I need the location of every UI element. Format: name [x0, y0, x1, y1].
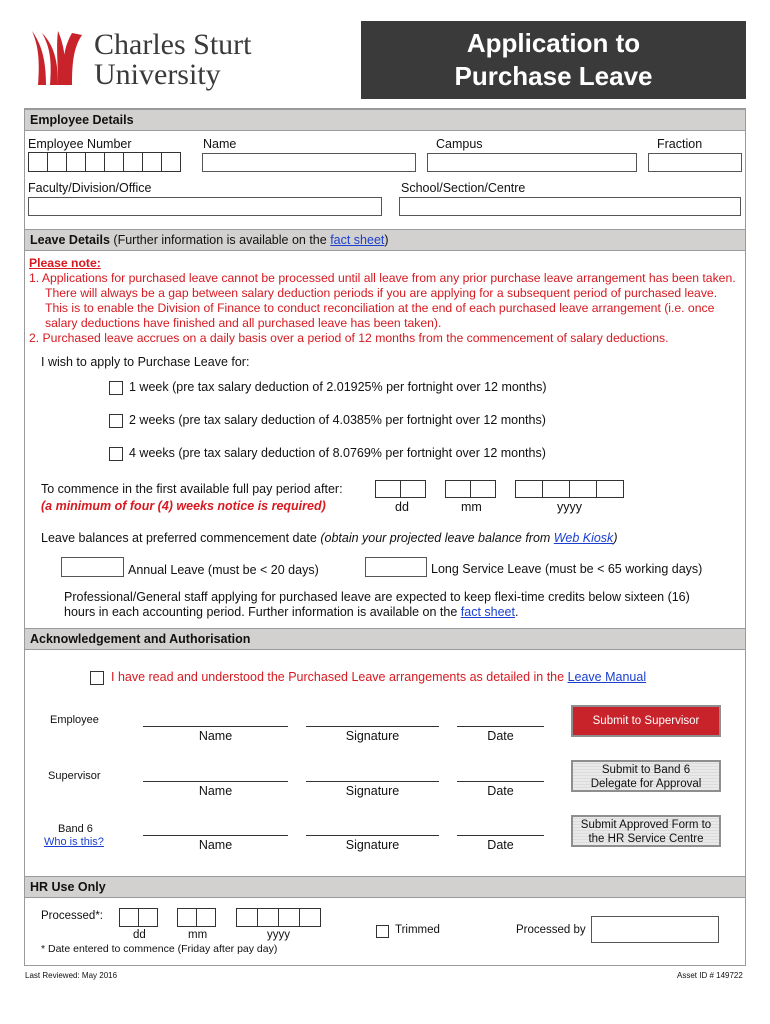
option-1-week-checkbox[interactable] [109, 381, 123, 395]
who-is-this-link[interactable]: Who is this? [44, 836, 104, 848]
mm-label: mm [461, 500, 482, 514]
acknowledgement-heading: Acknowledgement and Authorisation [25, 628, 745, 650]
option-4-weeks-label: 4 weeks (pre tax salary deduction of 8.0769% per fortnight over 12 months) [129, 446, 546, 460]
commence-year-field[interactable] [516, 480, 624, 498]
employee-number-label: Employee Number [28, 137, 132, 151]
band6-date-caption: Date [487, 838, 514, 852]
employee-signature-line[interactable] [306, 726, 439, 727]
submit-to-supervisor-button[interactable]: Submit to Supervisor [571, 705, 721, 737]
supervisor-date-caption: Date [487, 784, 514, 798]
wish-label: I wish to apply to Purchase Leave for: [41, 355, 250, 369]
logo-text-line1: Charles Sturt [94, 28, 252, 61]
processed-by-label: Processed by [516, 924, 586, 936]
web-kiosk-link[interactable]: Web Kiosk [553, 531, 614, 545]
leave-balances-label: Leave balances at preferred commencement date (obtain your projected leave balance from Web Kiosk) [41, 531, 618, 545]
yyyy-label: yyyy [557, 500, 582, 514]
fact-sheet-link[interactable]: fact sheet [330, 233, 385, 247]
supervisor-sign-label: Supervisor [48, 770, 101, 782]
commence-label: To commence in the first available full pay period after: [41, 482, 343, 496]
acknowledge-checkbox[interactable] [90, 671, 104, 685]
hr-footnote: * Date entered to commence (Friday after pay day) [41, 943, 278, 955]
leave-manual-link[interactable]: Leave Manual [567, 670, 647, 684]
campus-field[interactable] [427, 153, 637, 172]
fact-sheet-link-2[interactable]: fact sheet [460, 605, 515, 619]
dd-label: dd [395, 500, 409, 514]
long-service-field[interactable] [365, 557, 427, 577]
school-field[interactable] [399, 197, 741, 216]
commence-day-field[interactable] [376, 480, 426, 498]
please-note: Please note: 1. Applications for purchased leave cannot be processed until all leave from any prior purchase leave arrangement has been taken. There will always be a gap between salary deduction periods if you are applying for a subsequent period of purchased leave. This is to enable the Division of Finance to conduct reconciliation at the end of each purchased leave arrangement (i.e. once salary deductions have finished and all purchased leave has been taken). 2. Purchased leave accrues on a daily basis over a period of 12 months from the commencement of salary deductions. [29, 256, 736, 345]
option-1-week-label: 1 week (pre tax salary deduction of 2.01925% per fortnight over 12 months) [129, 380, 547, 394]
page-title: Application to Purchase Leave [361, 21, 746, 99]
employee-number-field[interactable] [29, 152, 181, 172]
processed-label: Processed*: [41, 910, 104, 922]
employee-details-heading: Employee Details [25, 109, 745, 131]
band6-sign-label: Band 6 [58, 823, 93, 835]
hr-dd-label: dd [133, 929, 146, 941]
trimmed-checkbox[interactable] [376, 925, 389, 938]
employee-name-line[interactable] [143, 726, 288, 727]
employee-sign-label: Employee [50, 714, 99, 726]
hr-mm-label: mm [188, 929, 208, 941]
option-2-weeks-label: 2 weeks (pre tax salary deduction of 4.0385% per fortnight over 12 months) [129, 413, 546, 427]
hr-yyyy-label: yyyy [267, 929, 290, 941]
employee-name-caption: Name [198, 729, 233, 743]
fraction-label: Fraction [657, 137, 703, 151]
trimmed-label: Trimmed [395, 924, 440, 936]
faculty-field[interactable] [28, 197, 382, 216]
processed-day-field[interactable] [120, 908, 158, 927]
supervisor-name-line[interactable] [143, 781, 288, 782]
annual-leave-label: Annual Leave (must be < 20 days) [128, 563, 319, 577]
school-label: School/Section/Centre [401, 181, 526, 195]
employee-date-line[interactable] [457, 726, 544, 727]
supervisor-name-caption: Name [198, 784, 233, 798]
band6-name-caption: Name [198, 838, 233, 852]
option-2-weeks-checkbox[interactable] [109, 414, 123, 428]
commence-month-field[interactable] [446, 480, 496, 498]
logo-text-line2: University [94, 58, 221, 91]
supervisor-signature-line[interactable] [306, 781, 439, 782]
long-service-label: Long Service Leave (must be < 65 working days) [431, 562, 703, 576]
last-reviewed: Last Reviewed: May 2016 [25, 971, 118, 980]
band6-date-line[interactable] [457, 835, 544, 836]
minimum-notice: (a minimum of four (4) weeks notice is required) [41, 499, 326, 513]
csu-logo-icon [28, 29, 86, 87]
fraction-field[interactable] [648, 153, 742, 172]
annual-leave-field[interactable] [61, 557, 124, 577]
band6-signature-line[interactable] [306, 835, 439, 836]
band6-name-line[interactable] [143, 835, 288, 836]
employee-date-caption: Date [487, 729, 514, 743]
name-label: Name [203, 137, 237, 151]
band6-signature-caption: Signature [345, 838, 400, 852]
campus-label: Campus [436, 137, 483, 151]
acknowledge-statement: I have read and understood the Purchased Leave arrangements as detailed in the Leave Manual [111, 670, 647, 684]
processed-year-field[interactable] [237, 908, 321, 927]
name-field[interactable] [202, 153, 416, 172]
asset-id: Asset ID # 149722 [677, 971, 743, 980]
employee-signature-caption: Signature [345, 729, 400, 743]
processed-month-field[interactable] [178, 908, 216, 927]
submit-to-band6-button[interactable]: Submit to Band 6 Delegate for Approval [571, 760, 721, 792]
processed-by-field[interactable] [591, 916, 719, 943]
hr-use-only-heading: HR Use Only [25, 876, 745, 898]
supervisor-date-line[interactable] [457, 781, 544, 782]
professional-staff-note: Professional/General staff applying for purchased leave are expected to keep flexi-time credits below sixteen (16) hours in each accounting period. Further information is available on the fact sheet. [64, 590, 690, 619]
option-4-weeks-checkbox[interactable] [109, 447, 123, 461]
leave-details-heading: Leave Details (Further information is available on the fact sheet) [25, 229, 745, 251]
faculty-label: Faculty/Division/Office [28, 181, 152, 195]
supervisor-signature-caption: Signature [345, 784, 400, 798]
submit-to-hr-button[interactable]: Submit Approved Form to the HR Service Centre [571, 815, 721, 847]
